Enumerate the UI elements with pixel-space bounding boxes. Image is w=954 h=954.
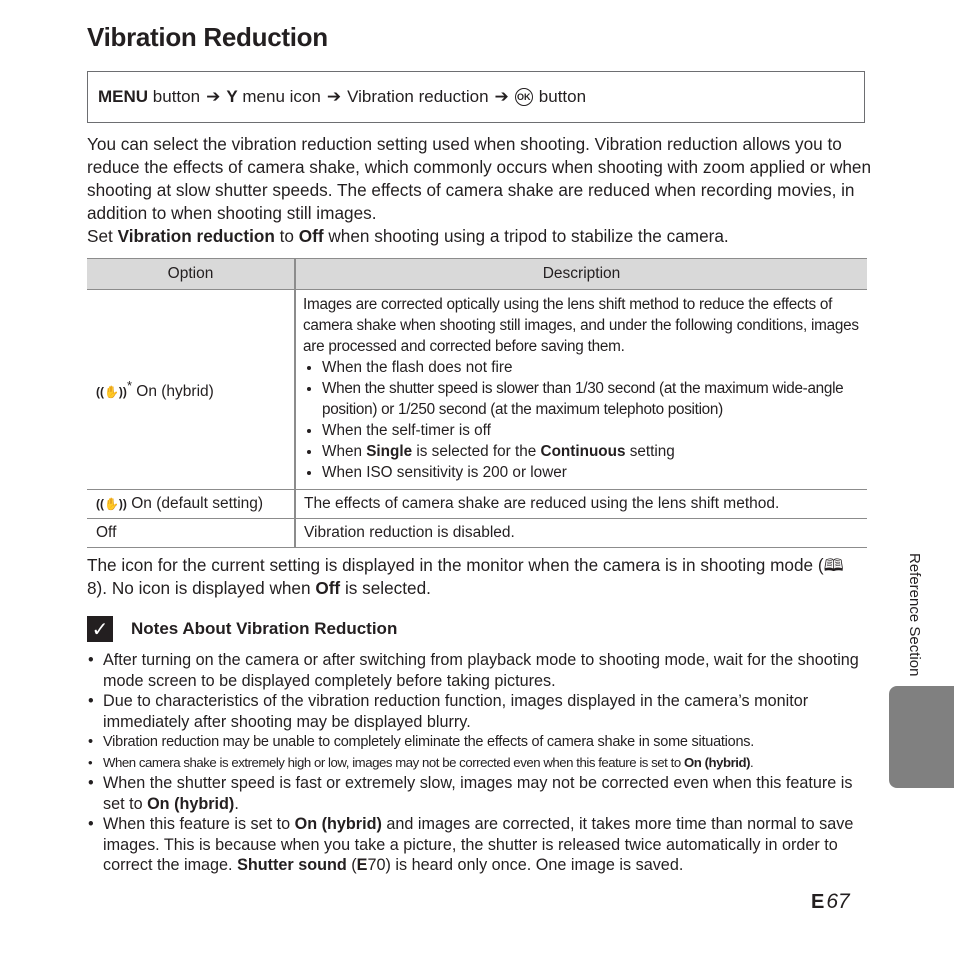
- text: when shooting using a tripod to stabilize the camera.: [328, 226, 729, 246]
- bold-term: Continuous: [540, 443, 626, 460]
- asterisk: *: [126, 377, 132, 393]
- bold-term: Off: [315, 577, 341, 598]
- bold-term: Vibration reduction: [117, 226, 275, 246]
- table-row: [87, 490, 867, 519]
- text: The icon for the current setting is displayed in the monitor when the camera is in shooting mode (: [87, 555, 824, 575]
- arrow-right-icon: ➔: [326, 87, 342, 106]
- notes-list: [87, 650, 867, 876]
- ok-button-icon: OK: [515, 88, 533, 106]
- nav-text: Vibration reduction: [347, 87, 489, 106]
- list-item: • When the shutter speed is slower than 1/30 second (at the maximum wide-angle position) or 1/250 second (at the maximum telephoto position): [322, 378, 861, 420]
- list-item: • Vibration reduction may be unable to completely eliminate the effects of camera shake in some situations.: [87, 732, 867, 753]
- list-item: [87, 773, 867, 814]
- reference-section-icon: E: [811, 890, 825, 913]
- text: to: [279, 226, 294, 246]
- option-label: On (default setting): [131, 495, 264, 512]
- section-label: Reference Section: [906, 553, 923, 677]
- menu-button-icon: MENU: [98, 87, 149, 106]
- text: When camera shake is extremely high or low, images may not be corrected even when this feature is set to: [103, 754, 681, 770]
- arrow-right-icon: ➔: [206, 87, 221, 106]
- header-description: Description: [295, 259, 867, 290]
- menu-navigation-path: [87, 71, 865, 123]
- text: When this feature is set to: [103, 815, 291, 833]
- list-item: [322, 441, 861, 462]
- nav-text: button: [538, 87, 587, 106]
- list-item: • When ISO sensitivity is 200 or lower: [322, 462, 861, 483]
- list-item: [87, 814, 867, 876]
- text: setting: [629, 443, 675, 460]
- options-table: [87, 258, 867, 548]
- vr-normal-icon: ((✋)): [96, 497, 127, 511]
- page-number-value: 67: [826, 890, 850, 913]
- option-cell: [87, 290, 295, 490]
- list-item: [87, 753, 867, 774]
- option-cell: Off: [87, 519, 295, 548]
- table-row: [87, 290, 867, 490]
- bold-term: On (hybrid): [147, 794, 235, 813]
- page-title: Vibration Reduction: [87, 22, 328, 52]
- option-cell: [87, 490, 295, 519]
- list-item: • When the flash does not fire: [322, 357, 861, 378]
- bold-term: On (hybrid): [683, 754, 751, 770]
- text: When the shutter speed is fast or extremely slow, images may not be corrected even when this feature is set to: [103, 774, 853, 813]
- wrench-icon: Y: [226, 87, 238, 106]
- page-number: [811, 890, 850, 914]
- description-cell: Vibration reduction is disabled.: [295, 519, 867, 548]
- text: is selected.: [344, 577, 431, 598]
- text: When: [322, 443, 362, 460]
- text: .: [750, 754, 754, 770]
- nav-text: button: [152, 87, 201, 106]
- option-label: On (hybrid): [136, 383, 214, 401]
- list-item: • After turning on the camera or after switching from playback mode to shooting mode, wait for the shooting mode screen to be displayed completely before taking pictures.: [87, 650, 867, 691]
- section-tab: [889, 686, 954, 788]
- book-icon: 🕮: [823, 555, 844, 575]
- text: Set: [87, 226, 113, 246]
- bold-term: Shutter sound: [237, 856, 347, 874]
- tripod-note: [87, 225, 877, 248]
- condition-list: [303, 357, 861, 483]
- nav-text: menu icon: [242, 87, 321, 106]
- intro-text: [87, 133, 877, 248]
- checkmark-icon: ✓: [87, 616, 113, 642]
- description-text: Images are corrected optically using the lens shift method to reduce the effects of camera shake when shooting still images, and under the following conditions, images are processed and corrected before saving them.: [303, 296, 859, 355]
- list-item: • When the self-timer is off: [322, 420, 861, 441]
- text: 70) is heard only once. One image is saved.: [367, 856, 684, 874]
- intro-paragraph: You can select the vibration reduction setting used when shooting. Vibration reduction allows you to reduce the effects of camera shake, which commonly occurs when shooting with zoom applied or when shooting at slow shutter speeds. The effects of camera shake are reduced when recording movies, in addition to when shooting still images.: [87, 134, 872, 223]
- arrow-right-icon: ➔: [494, 87, 509, 106]
- notes-heading: [87, 616, 397, 642]
- monitor-icon-note: [87, 554, 867, 599]
- text: and images are corrected, it takes more time than normal to save images. This is because when you take a picture, the shutter is released twice automatically in order to correct the image.: [103, 815, 854, 874]
- description-cell: [295, 290, 867, 490]
- description-cell: The effects of camera shake are reduced using the lens shift method.: [295, 490, 867, 519]
- list-item: • Due to characteristics of the vibration reduction function, images displayed in the camera’s monitor immediately after shooting may be displayed blurry.: [87, 691, 867, 732]
- text: is selected for the: [416, 443, 537, 460]
- bold-term: Single: [366, 443, 413, 460]
- table-row: [87, 519, 867, 548]
- bold-term: Off: [298, 226, 324, 246]
- vr-hybrid-icon: ((✋)): [96, 385, 127, 400]
- table-header-row: [87, 259, 867, 290]
- header-option: Option: [87, 259, 295, 290]
- text: 8). No icon is displayed when: [87, 577, 311, 598]
- bold-term: On (hybrid): [294, 815, 382, 833]
- text: .: [234, 794, 239, 813]
- text: (: [351, 856, 357, 874]
- notes-title: Notes About Vibration Reduction: [131, 619, 398, 638]
- reference-section-icon: E: [356, 856, 368, 874]
